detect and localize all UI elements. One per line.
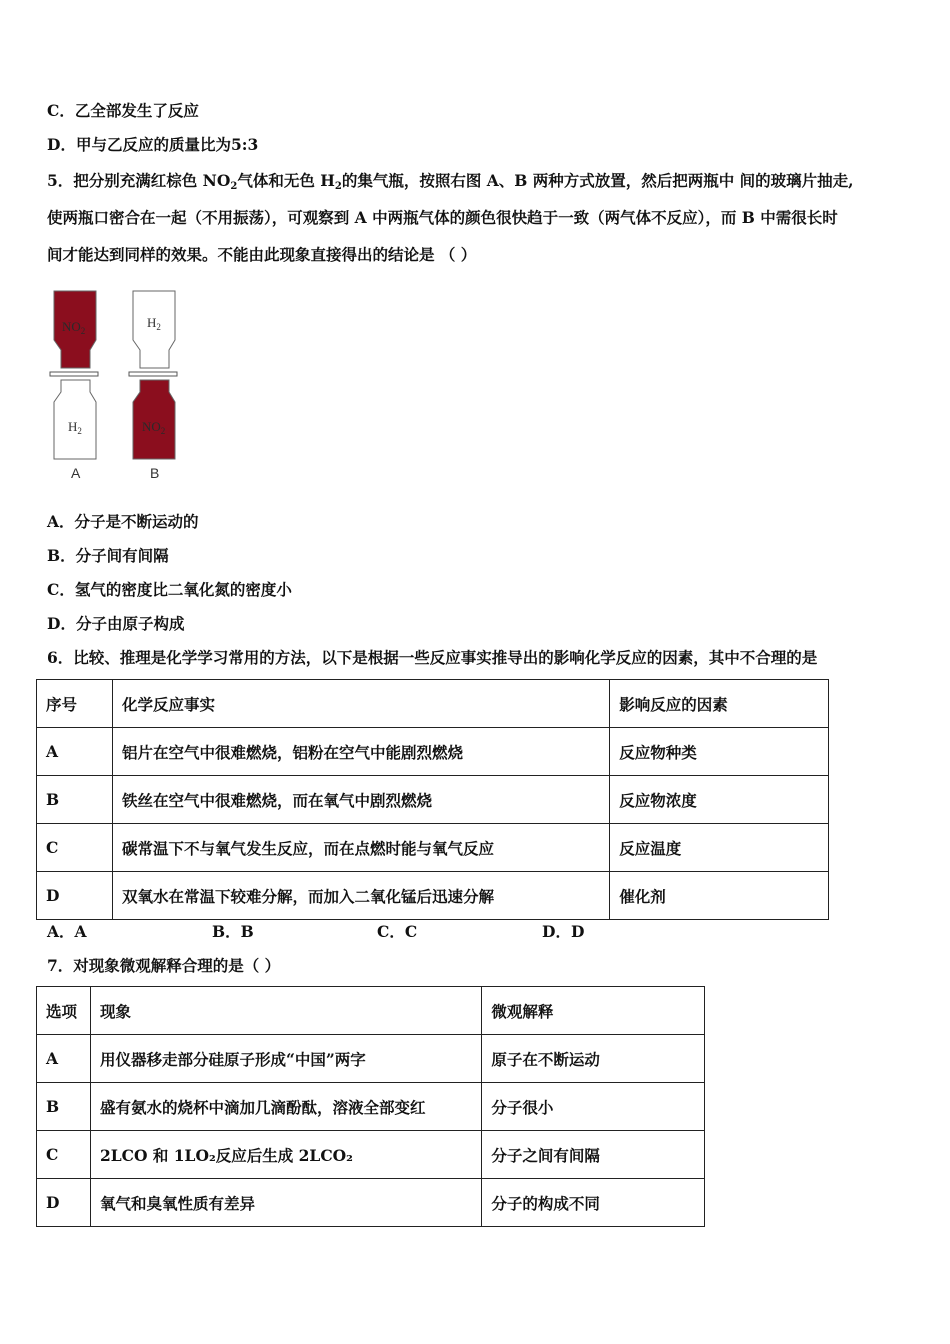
table-cell: 分子的构成不同 xyxy=(482,1179,705,1227)
table-cell: A xyxy=(37,1035,91,1083)
q6-table xyxy=(36,679,829,920)
bottle-b-top-label: $H_2$ xyxy=(147,315,161,332)
q6-option-b: B．B xyxy=(212,922,254,941)
q6-option-c: C．C xyxy=(377,922,418,941)
table-row xyxy=(37,776,829,824)
gas-bottles-figure xyxy=(48,288,188,484)
table-cell: 原子在不断运动 xyxy=(482,1035,705,1083)
q4-option-c: C．乙全部发生了反应 xyxy=(47,101,199,120)
table-row xyxy=(37,1179,705,1227)
q6-option-a: A．A xyxy=(47,922,87,941)
table-cell: 氧气和臭氧性质有差异 xyxy=(90,1179,481,1227)
q7-table xyxy=(36,986,705,1227)
table-cell: C xyxy=(37,824,113,872)
table-cell: 2LCO 和 1LO₂反应后生成 2LCO₂ xyxy=(90,1131,481,1179)
bottle-pair-a xyxy=(50,291,98,481)
q5-stem-line-1: 5．把分别充满红棕色 $NO_2$气体和无色 $H_2$的集气瓶，按照右图 A、B 两种方式放置，然后把两瓶中 间的玻璃片抽走, xyxy=(47,171,854,192)
table-cell: 反应物浓度 xyxy=(610,776,829,824)
q4-option-d: D．甲与乙反应的质量比为5:3 xyxy=(47,135,259,154)
table-cell: D xyxy=(37,1179,91,1227)
table-cell: 双氧水在常温下较难分解，而加入二氧化锰后迅速分解 xyxy=(112,872,609,920)
bottle-a-caption: A xyxy=(71,465,81,481)
table-row xyxy=(37,824,829,872)
bottle-b-caption: B xyxy=(150,465,160,481)
table-cell: D xyxy=(37,872,113,920)
table-header-row xyxy=(37,680,829,728)
table-cell: 盛有氨水的烧杯中滴加几滴酚酞，溶液全部变红 xyxy=(90,1083,481,1131)
table-row xyxy=(37,728,829,776)
table-cell: B xyxy=(37,776,113,824)
q5-stem-line-2: 使两瓶口密合在一起（不用振荡），可观察到 A 中两瓶气体的颜色很快趋于一致（两气体不反应），而 B 中需很长时 xyxy=(47,208,838,227)
table-cell: A xyxy=(37,728,113,776)
table-header-cell: 序号 xyxy=(37,680,113,728)
q5-stem xyxy=(47,162,905,273)
table-header-row xyxy=(37,987,705,1035)
table-cell: C xyxy=(37,1131,91,1179)
table-cell: 铝片在空气中很难燃烧，铝粉在空气中能剧烈燃烧 xyxy=(112,728,609,776)
q5-option-d: D．分子由原子构成 xyxy=(47,614,185,633)
q5-stem-line-3: 间才能达到同样的效果。不能由此现象直接得出的结论是 （ ） xyxy=(47,245,477,264)
q6-option-d: D．D xyxy=(542,922,585,941)
table-row xyxy=(37,872,829,920)
q6-stem: 6．比较、推理是化学学习常用的方法，以下是根据一些反应事实推导出的影响化学反应的因素，其中不合理的是 xyxy=(47,648,818,667)
table-cell: 用仪器移走部分硅原子形成“中国”两字 xyxy=(90,1035,481,1083)
table-cell: 铁丝在空气中很难燃烧，而在氧气中剧烈燃烧 xyxy=(112,776,609,824)
q5-option-c: C．氢气的密度比二氧化氮的密度小 xyxy=(47,580,292,599)
q7-stem: 7．对现象微观解释合理的是（ ） xyxy=(47,956,281,975)
table-header-cell: 选项 xyxy=(37,987,91,1035)
table-cell: 催化剂 xyxy=(610,872,829,920)
table-row xyxy=(37,1131,705,1179)
table-cell: 分子之间有间隔 xyxy=(482,1131,705,1179)
bottle-pair-b xyxy=(129,291,177,481)
q5-option-a: A．分子是不断运动的 xyxy=(47,512,199,531)
bottle-b-bottom-label: $NO_2$ xyxy=(142,419,166,436)
bottle-a-bottom-label: $H_2$ xyxy=(68,419,82,436)
table-cell: 碳常温下不与氧气发生反应，而在点燃时能与氧气反应 xyxy=(112,824,609,872)
bottle-a-top-label: $NO_2$ xyxy=(62,319,86,336)
table-cell: 分子很小 xyxy=(482,1083,705,1131)
table-cell: 反应物种类 xyxy=(610,728,829,776)
table-header-cell: 微观解释 xyxy=(482,987,705,1035)
table-cell: B xyxy=(37,1083,91,1131)
table-cell: 反应温度 xyxy=(610,824,829,872)
bottle-b-glass-plate xyxy=(129,372,177,376)
table-header-cell: 现象 xyxy=(90,987,481,1035)
table-row xyxy=(37,1035,705,1083)
table-row xyxy=(37,1083,705,1131)
q5-option-b: B．分子间有间隔 xyxy=(47,546,169,565)
table-header-cell: 影响反应的因素 xyxy=(610,680,829,728)
table-header-cell: 化学反应事实 xyxy=(112,680,609,728)
bottle-a-glass-plate xyxy=(50,372,98,376)
